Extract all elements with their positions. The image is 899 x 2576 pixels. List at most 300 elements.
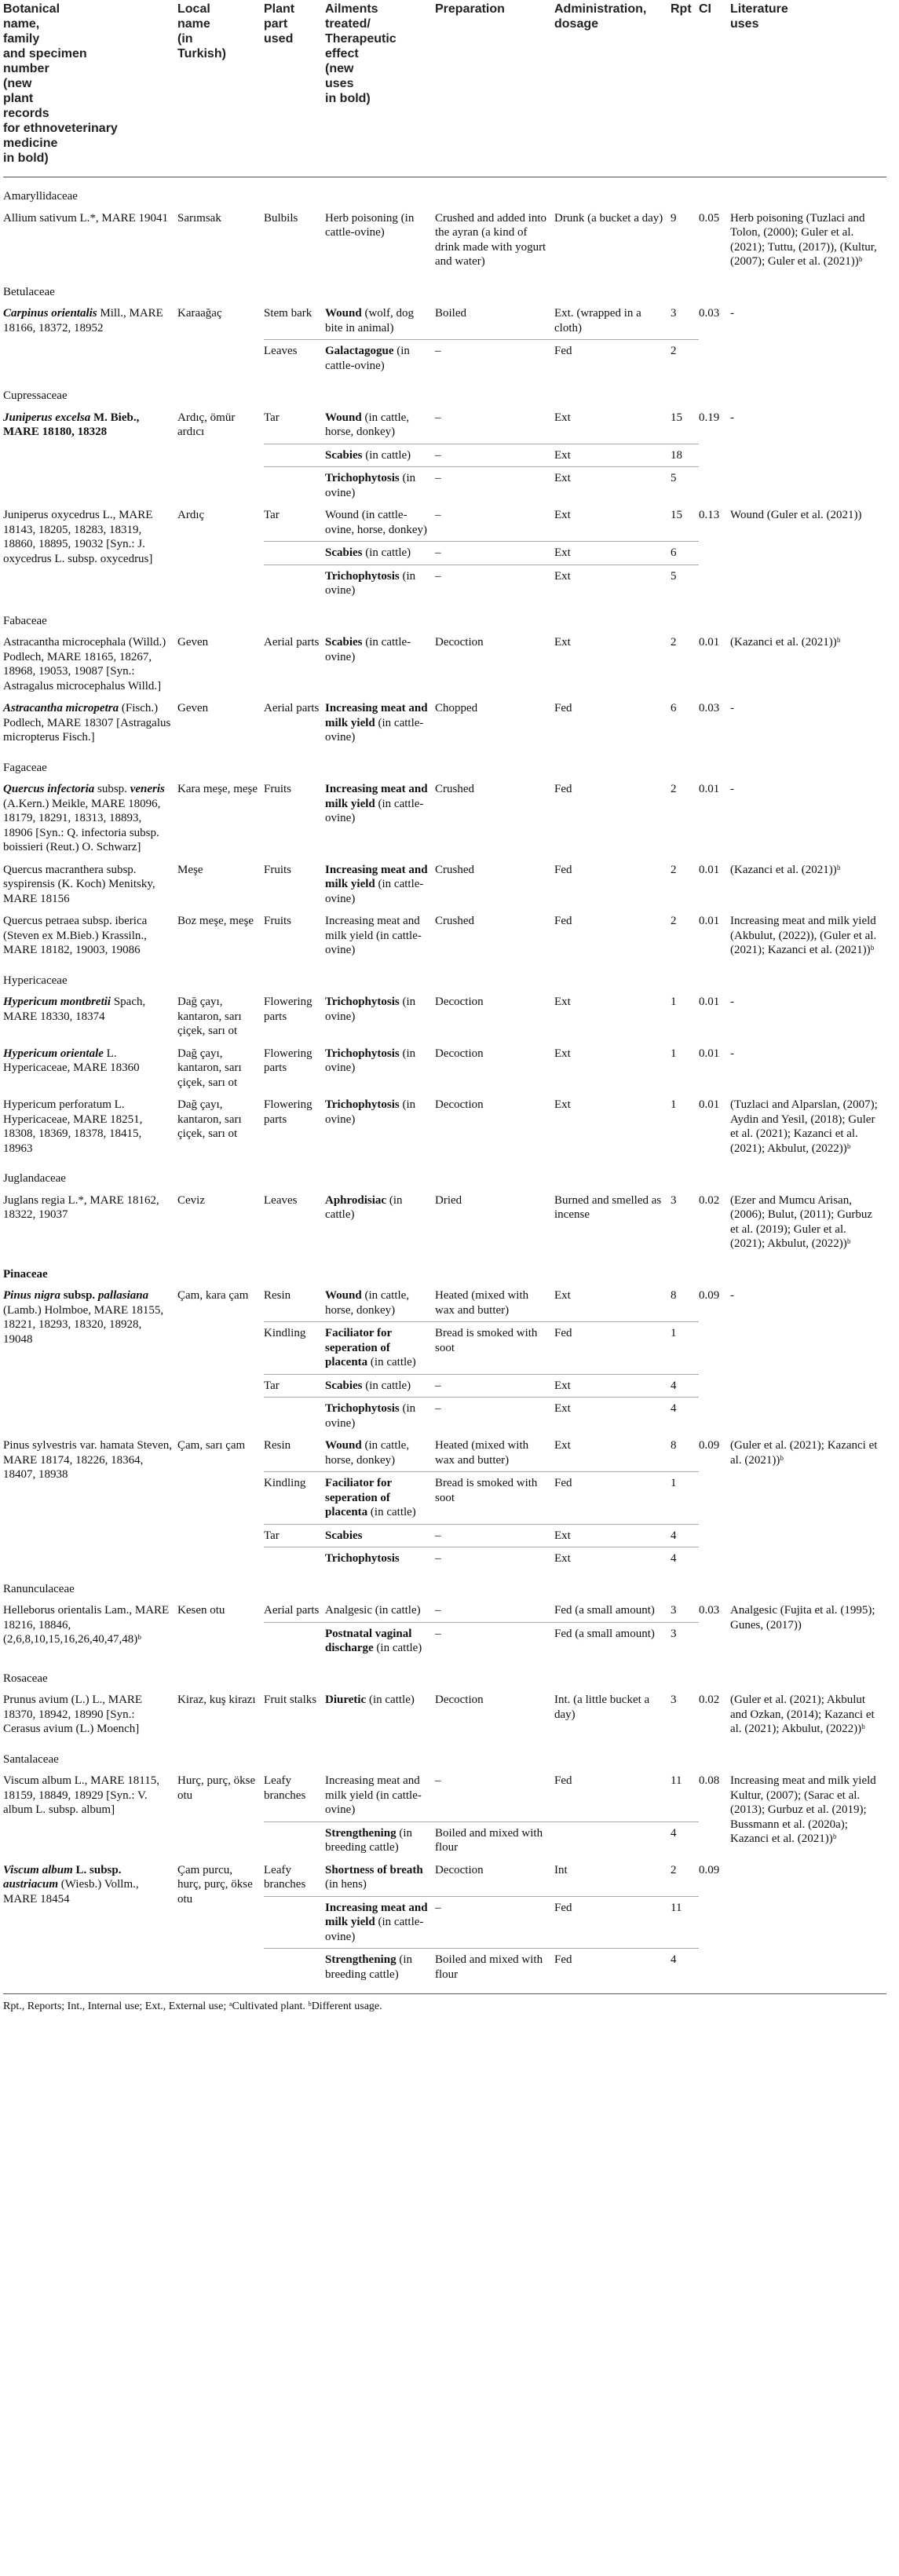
rpt-value: 2 (671, 863, 677, 876)
literature-uses: (Guler et al. (2021); Akbulut and Ozkan, (2014); Kazanci et al. (2021); Akbulut, (2022))ᵇ (730, 1694, 875, 1735)
preparation: – (435, 1896, 554, 1949)
header-line: name (177, 17, 210, 31)
rpt-value: 2 (671, 915, 677, 927)
rpt-value: 8 (671, 1289, 677, 1302)
plant-part: Resin (264, 1289, 291, 1302)
header-line: uses (325, 77, 354, 90)
ailment (325, 631, 435, 697)
text-run: (in ovine) (325, 1098, 416, 1126)
administration: Ext (554, 1439, 571, 1452)
local-name: Ardıç, ömür ardıcı (177, 411, 236, 438)
text-run: iberica (115, 915, 148, 927)
text-run: Analgesic (in cattle) (325, 1604, 421, 1617)
header-line: medicine (3, 137, 58, 150)
text-run: (wolf, dog bite in animal) (325, 307, 414, 334)
ailment (325, 991, 435, 1043)
text-run: Astracantha micropetra (3, 702, 119, 714)
botanical-name (3, 504, 177, 602)
plant-part: Flowering parts (264, 996, 312, 1023)
plant-part: Kindling (264, 1322, 325, 1375)
ailment (325, 697, 435, 749)
local-name: Dağ çayı, kantaron, sarı çiçek, sarı ot (177, 1098, 242, 1140)
ailment (325, 1374, 435, 1398)
preparation: – (435, 1547, 554, 1570)
botanical-name (3, 778, 177, 859)
text-run: Lam., MARE 18216, 18846, (2,6,8,10,15,16,26,40,47,48)ᵇ (3, 1604, 170, 1646)
text-run: Astragalus microcephalus (3, 679, 126, 692)
literature-uses: (Tuzlaci and Alparslan, (2007); Aydin and Yesil, (2018); Guler et al. (2021); Kazanci et al. (2021); Akbulut, (2022))ᵇ (730, 1098, 878, 1155)
rpt-value: 3 (671, 307, 677, 320)
plant-part: Leaves (264, 340, 325, 378)
text-run: Trichophytosis (325, 569, 400, 583)
preparation: Bread is smoked with soot (435, 1322, 554, 1375)
family-row (3, 1160, 886, 1189)
preparation: Crushed (435, 915, 474, 927)
administration: Ext (554, 1524, 671, 1547)
plant-part: Leafy branches (264, 1863, 306, 1891)
species-row (3, 910, 886, 962)
text-run: subsp. (79, 915, 115, 927)
ci-value: 0.08 (699, 1774, 720, 1787)
administration: Ext (554, 565, 671, 602)
ailment (325, 1859, 435, 1897)
literature-uses: - (730, 411, 734, 424)
preparation: – (435, 1524, 554, 1547)
family-row (3, 1741, 886, 1770)
text-run: austriacum (3, 1878, 59, 1891)
text-run: (in cattle) (362, 546, 411, 559)
ci-value: 0.01 (699, 783, 720, 795)
text-run: Pinus sylvestris (3, 1439, 77, 1452)
family-row (3, 377, 886, 407)
ailment (325, 1599, 435, 1622)
family-name: Santalaceae (3, 1752, 59, 1766)
ailment (325, 910, 435, 962)
header-line: Therapeutic (325, 32, 397, 46)
plant-part (264, 1622, 325, 1660)
plant-part: Stem bark (264, 307, 312, 320)
local-name: Geven (177, 636, 209, 649)
text-run: subsp. (94, 783, 130, 795)
plant-part (264, 1398, 325, 1435)
text-run: (in ovine) (325, 1402, 416, 1430)
text-run: Quercus petraea (3, 915, 80, 927)
botanical-name (3, 1189, 177, 1255)
species-row (3, 631, 886, 697)
rpt-header (671, 2, 699, 177)
preparation: – (435, 1622, 554, 1660)
rpt-value: 4 (671, 1374, 699, 1398)
botanical-name (3, 1689, 177, 1741)
plant-part (264, 444, 325, 467)
literature-uses: - (730, 1289, 734, 1302)
species-row (3, 302, 886, 340)
text-run: Trichophytosis (325, 1098, 400, 1111)
ailment (325, 565, 435, 602)
header-line: Local (177, 2, 210, 16)
local-name: Meşe (177, 863, 203, 876)
text-run: Steven, MARE 18174, 18226, 18364, 18407, 18938 (3, 1439, 172, 1481)
preparation: Crushed (435, 783, 474, 795)
botanical-name (3, 1599, 177, 1660)
ci-value: 0.03 (699, 1604, 720, 1617)
literature-uses: Wound (Guler et al. (2021)) (730, 509, 862, 521)
text-run: Astracantha microcephala (3, 636, 126, 649)
preparation: Decoction (435, 996, 484, 1008)
botanical-name (3, 1094, 177, 1160)
text-run: (in cattle) (367, 1506, 416, 1518)
administration: Fed (554, 1949, 671, 1986)
text-run: L. Hypericaceae, MARE 18360 (3, 1047, 140, 1074)
text-run: (in ovine) (325, 569, 416, 597)
text-run: L.*, MARE 18162, 18322, 19037 (3, 1193, 159, 1221)
text-run: subsp. (126, 826, 159, 839)
rpt-value: 3 (671, 1694, 677, 1706)
family-name: Amaryllidaceae (3, 190, 78, 203)
text-run: Increasing meat and milk yield (325, 863, 428, 890)
family-row (3, 749, 886, 779)
ailment (325, 1189, 435, 1255)
rpt-value: 1 (671, 1098, 677, 1111)
ailment (325, 859, 435, 911)
ailment (325, 1043, 435, 1094)
literature-uses: (Ezer and Mumcu Arisan, (2006); Bulut, (2011); Gurbuz et al. (2019); Guler et al. (2021); Akbulut, (2022))ᵇ (730, 1193, 873, 1250)
species-row (3, 1094, 886, 1160)
header-line: Preparation (435, 2, 505, 16)
rpt-value: 11 (671, 1774, 682, 1787)
species-row (3, 407, 886, 444)
local-name: Ceviz (177, 1193, 205, 1207)
header-line: family (3, 32, 40, 46)
ci-value: 0.01 (699, 996, 720, 1008)
administration: Fed (a small amount) (554, 1604, 655, 1617)
text-run: Fisch.] (59, 731, 95, 744)
text-run: Galactagogue (325, 345, 394, 357)
ailment (325, 1284, 435, 1322)
literature-uses: - (730, 996, 734, 1008)
header-line: Botanical (3, 2, 60, 16)
text-run: album (81, 1803, 111, 1816)
text-run: (Lamb.) Holmboe, MARE 18155, 18221, 18293, 18320, 18928, 19048 (3, 1303, 164, 1346)
header-line: for ethnoveterinary (3, 122, 118, 135)
administration: Ext (554, 1547, 671, 1570)
species-row (3, 1043, 886, 1094)
header-line: effect (325, 47, 359, 60)
administration: Ext (554, 636, 571, 649)
plant-part: Fruits (264, 863, 292, 876)
administration: Ext (554, 1098, 571, 1111)
table-footnote: Rpt., Reports; Int., Internal use; Ext., External use; ᵃCultivated plant. ᵇDifferent usage. (3, 1993, 886, 2013)
header-line: treated/ (325, 17, 371, 31)
rpt-value: 5 (671, 467, 699, 505)
botanical-name (3, 1284, 177, 1434)
text-run: L. subsp. (72, 1863, 122, 1876)
text-run: syspirensis (3, 878, 55, 890)
literature-uses: - (730, 307, 734, 320)
text-run: Scabies (325, 1379, 363, 1392)
ci-value: 0.01 (699, 636, 720, 649)
rpt-value: 3 (671, 1604, 677, 1617)
ailment (325, 542, 435, 565)
ci-value: 0.03 (699, 702, 720, 714)
text-run: (in cattle, horse, donkey) (325, 1439, 410, 1467)
rpt-value: 6 (671, 542, 699, 565)
text-run: ] (148, 552, 153, 565)
header-line: Turkish) (177, 47, 226, 60)
ailment (325, 302, 435, 340)
preparation: Bread is smoked with soot (435, 1472, 554, 1525)
administration: Ext (554, 996, 571, 1008)
species-row (3, 1859, 886, 1897)
family-row (3, 1660, 886, 1690)
preparation: Decoction (435, 1694, 484, 1706)
header-line: plant (3, 92, 34, 105)
family-name: Betulaceae (3, 285, 55, 298)
administration-header (554, 2, 671, 177)
preparation: Crushed and added into the ayran (a kind of drink made with yogurt and water) (435, 211, 547, 268)
botanical-name (3, 1434, 177, 1570)
text-run: Astragalus micropterus (3, 716, 171, 744)
preparation: Decoction (435, 1098, 484, 1111)
text-run: Willd.] (125, 679, 162, 692)
rpt-value: 1 (671, 1472, 699, 1525)
text-run: Mill., MARE 18166, 18372, 18952 (3, 307, 163, 334)
administration: Fed (554, 1322, 671, 1375)
preparation: – (435, 340, 554, 378)
text-run: hamata (100, 1439, 134, 1452)
text-run: Aphrodisiac (325, 1193, 387, 1207)
administration: Ext (554, 467, 671, 505)
text-run: (Steven ex M.Bieb.) Krassiln., MARE 18182, 19003, 19086 (3, 929, 147, 956)
text-run: Wound (325, 1289, 362, 1302)
local-name: Karaağaç (177, 307, 222, 320)
plant-part (264, 565, 325, 602)
species-row (3, 1770, 886, 1821)
local-name: Hurç, purç, ökse otu (177, 1774, 256, 1802)
text-run: Viscum album (3, 1774, 72, 1787)
plant-part (264, 1821, 325, 1859)
text-run: (A.Kern.) Meikle, MARE 18096, 18179, 18291, 18313, 18893, 18906 [Syn.: (3, 797, 161, 839)
text-run: (in cattle) (373, 1642, 422, 1654)
text-run: L. subsp. (32, 1803, 82, 1816)
administration: Ext (554, 1398, 671, 1435)
administration: Ext (554, 509, 571, 521)
text-run: Trichophytosis (325, 1047, 400, 1060)
header-line: number (3, 62, 49, 75)
plant-part (264, 1949, 325, 1986)
text-run: pallasiana (97, 1289, 149, 1302)
text-run: (in cattle-ovine) (325, 716, 424, 744)
rpt-value: 18 (671, 444, 699, 467)
botanical-name (3, 302, 177, 377)
text-run: Scabies (325, 448, 363, 462)
text-run: Pinus nigra (3, 1289, 60, 1302)
rpt-value: 1 (671, 1322, 699, 1375)
text-run: (in ovine) (325, 996, 416, 1023)
preparation: – (435, 1774, 441, 1787)
literature-uses: (Kazanci et al. (2021))ᵇ (730, 863, 841, 876)
species-row (3, 207, 886, 273)
botanical-name (3, 1770, 177, 1859)
header-line: in bold) (325, 92, 371, 105)
text-run: (in breeding cattle) (325, 1953, 412, 1981)
text-run: Viscum album (3, 1863, 73, 1876)
text-run: (in cattle) (362, 448, 411, 462)
literature-header (730, 2, 886, 177)
ailment (325, 1472, 435, 1525)
text-run: Allium sativum (3, 211, 77, 225)
ci-value: 0.09 (699, 1439, 720, 1452)
text-run: oxycedrus (100, 552, 149, 565)
text-run: L. Hypericaceae, MARE 18251, 18308, 18369, 18378, 18415, 18963 (3, 1098, 143, 1155)
administration: Ext. (wrapped in a cloth) (554, 307, 641, 334)
botanical-name (3, 1043, 177, 1094)
literature-uses: Analgesic (Fujita et al. (1995); Gunes, (2017)) (730, 1604, 875, 1631)
header-line: part (264, 17, 288, 31)
text-run: Faciliator for seperation of placenta (325, 1327, 392, 1368)
plant-part: Flowering parts (264, 1098, 312, 1126)
administration: Fed (554, 1896, 671, 1949)
text-run: (Wiesb.) Vollm., MARE 18454 (3, 1878, 139, 1906)
species-row (3, 697, 886, 749)
administration: Ext (554, 1289, 571, 1302)
text-run: Scabies (325, 546, 363, 559)
ailments-header (325, 2, 435, 177)
literature-uses: Herb poisoning (Tuzlaci and Tolon, (2000); Guler et al. (2021); Tuttu, (2017)), (Kultur, (2007); Guler et al. (2021))ᵇ (730, 211, 877, 268)
rpt-value: 15 (671, 509, 682, 521)
literature-uses: - (730, 702, 734, 714)
ailment (325, 1398, 435, 1435)
ci-value: 0.01 (699, 863, 720, 876)
ailment (325, 1896, 435, 1949)
literature-uses: - (730, 1047, 734, 1060)
preparation: Heated (mixed with wax and butter) (435, 1289, 529, 1317)
text-run: J. oxycedrus (3, 538, 145, 565)
text-run: (L.) Moench] (72, 1723, 140, 1735)
plant-part: Fruit stalks (264, 1694, 317, 1706)
preparation: Dried (435, 1193, 462, 1207)
rpt-value: 3 (671, 1193, 677, 1207)
plant-part: Flowering parts (264, 1047, 312, 1074)
text-run: Scabies (325, 636, 363, 649)
preparation: Decoction (435, 1863, 484, 1876)
plant-part: Tar (264, 509, 280, 521)
literature-uses: Increasing meat and milk yield (Akbulut, (2022)), (Guler et al. (2021); Kazanci et al. (2021))ᵇ (730, 915, 877, 956)
botanical-name (3, 631, 177, 697)
plant-part: Fruits (264, 783, 292, 795)
text-run: Increasing meat and milk yield (in cattle-ovine) (325, 1774, 422, 1816)
plant-part-header (264, 2, 325, 177)
administration: Int (554, 1863, 568, 1876)
header-line: Rpt (671, 2, 692, 16)
family-name: Fabaceae (3, 614, 47, 627)
text-run: (in cattle) (366, 1694, 415, 1706)
preparation: – (435, 467, 554, 505)
text-run: Juniperus excelsa (3, 411, 91, 424)
ci-value: 0.01 (699, 1047, 720, 1060)
text-run: Wound (in cattle-ovine, horse, donkey) (325, 509, 427, 536)
family-name: Fagaceae (3, 761, 47, 774)
administration: Fed (554, 783, 572, 795)
text-run: Q. infectoria (67, 826, 127, 839)
preparation: – (435, 1604, 441, 1617)
literature-uses: (Kazanci et al. (2021))ᵇ (730, 636, 841, 649)
administration: Fed (554, 863, 572, 876)
administration: Fed (554, 915, 572, 927)
ailment (325, 207, 435, 273)
plant-part: Fruits (264, 915, 292, 927)
ailment (325, 1689, 435, 1741)
rpt-value: 2 (671, 1863, 677, 1876)
text-run: (L.) L., MARE 18370, 18942, 18990 [Syn.: (3, 1694, 143, 1721)
text-run: var. (76, 1439, 100, 1452)
text-run: Increasing meat and milk yield (325, 1901, 428, 1928)
text-run: Hypericum montbretii (3, 996, 111, 1008)
plant-part: Tar (264, 411, 280, 424)
plant-part: Aerial parts (264, 1604, 320, 1617)
administration: Fed (554, 1774, 572, 1787)
text-run: Helleborus orientalis (3, 1604, 102, 1617)
text-run: Quercus infectoria (3, 783, 95, 795)
text-run: Increasing meat and milk yield (in cattle-ovine) (325, 915, 422, 956)
ailment (325, 1949, 435, 1986)
administration: Fed (554, 1472, 671, 1525)
ci-value: 0.09 (699, 1863, 720, 1876)
preparation: Chopped (435, 702, 478, 714)
preparation: Decoction (435, 636, 484, 649)
ci-value: 0.19 (699, 411, 720, 424)
rpt-value: 1 (671, 1047, 677, 1060)
administration: Ext (554, 542, 671, 565)
ailment (325, 340, 435, 378)
administration: Drunk (a bucket a day) (554, 211, 663, 225)
text-run: (in hens) (325, 1878, 367, 1891)
text-run: (in cattle-ovine) (325, 878, 424, 905)
text-run: Postnatal vaginal discharge (325, 1627, 412, 1654)
text-run: subsp. (60, 1289, 98, 1302)
ailment (325, 1622, 435, 1660)
local-name: Kesen otu (177, 1604, 225, 1617)
family-row (3, 962, 886, 992)
header-line: name, (3, 17, 40, 31)
rpt-value: 5 (671, 565, 699, 602)
text-run: Wound (325, 411, 362, 424)
plant-uses-table (3, 2, 886, 1986)
ailment (325, 467, 435, 505)
ailment (325, 504, 435, 542)
table-header (3, 2, 886, 177)
rpt-value: 4 (671, 1524, 699, 1547)
rpt-value: 1 (671, 996, 677, 1008)
local-name: Sarımsak (177, 211, 221, 225)
header-line: records (3, 107, 49, 120)
text-run: Trichophytosis (325, 1402, 400, 1415)
plant-part (264, 1896, 325, 1949)
text-run: (in cattle, horse, donkey) (325, 1289, 410, 1317)
text-run: L., MARE 18115, 18159, 18849, 18929 [Syn.: (3, 1774, 159, 1802)
text-run: (in cattle-ovine) (325, 345, 410, 372)
species-row (3, 1189, 886, 1255)
family-name: Juglandaceae (3, 1172, 66, 1185)
header-line: Ailments (325, 2, 378, 16)
preparation: – (435, 444, 554, 467)
species-row (3, 1434, 886, 1472)
text-run: (K. Koch) Menitsky, MARE 18156 (3, 878, 155, 905)
text-run: (Reut.) O. Schwarz] (42, 841, 141, 853)
plant-part: Bulbils (264, 211, 298, 225)
plant-part: Tar (264, 1374, 325, 1398)
species-row (3, 991, 886, 1043)
